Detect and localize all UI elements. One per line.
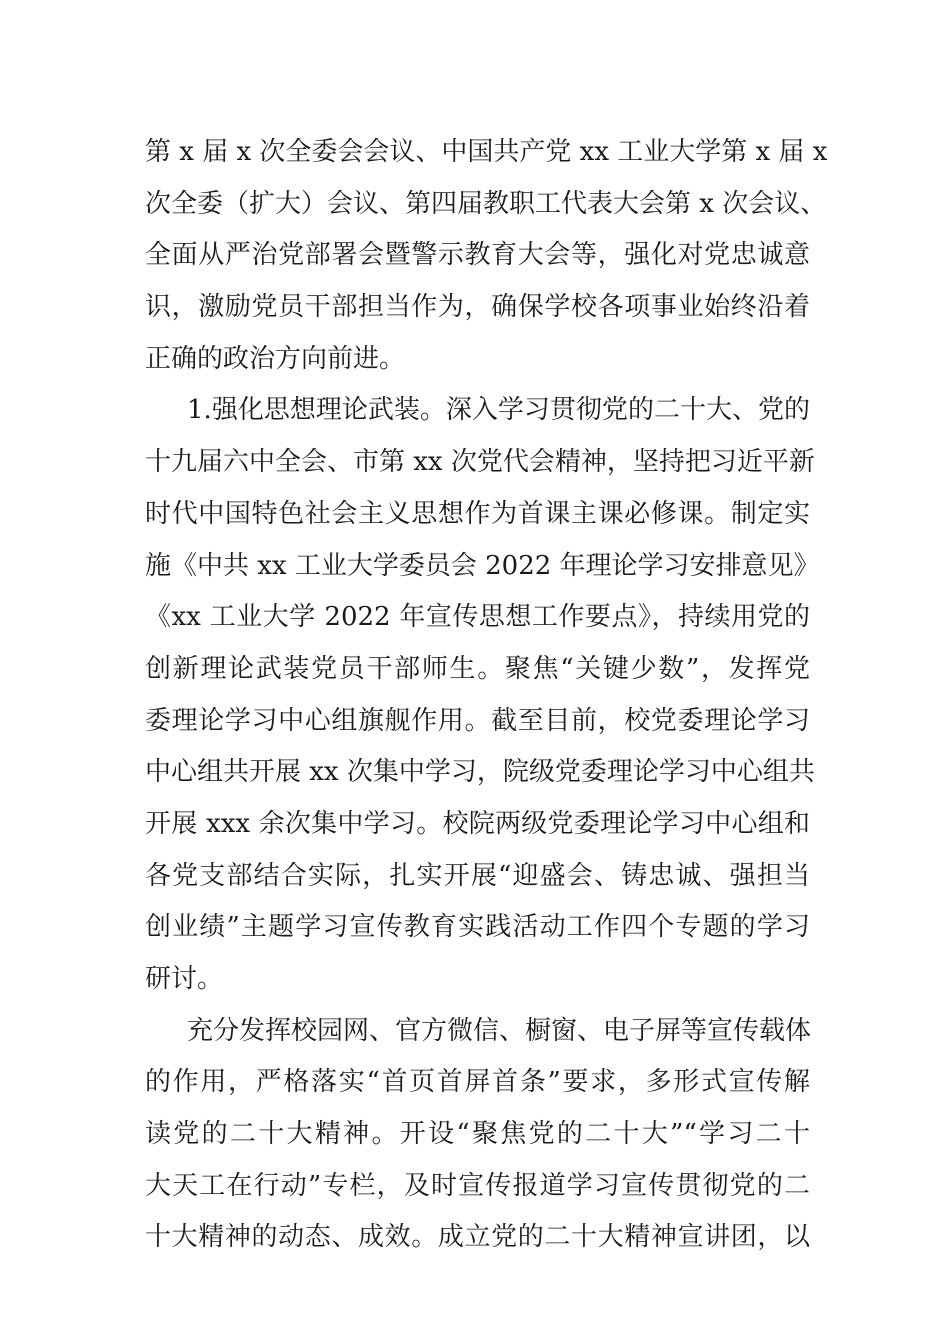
text-line: 全面从严治党部署会暨警示教育大会等，强化对党忠诚意	[145, 240, 810, 271]
text-line: 研讨。	[145, 964, 224, 994]
paragraph-continuation	[145, 127, 828, 385]
text-line: 十九届六中全会、市第 xx 次党代会精神，坚持把习近平新	[145, 447, 815, 478]
text-line: 委理论学习中心组旗舰作用。截至目前，校党委理论学习	[145, 705, 810, 736]
text-line: 施《中共 xx 工业大学委员会 2022 年理论学习安排意见》	[145, 550, 820, 581]
text-line: 次全委（扩大）会议、第四届教职工代表大会第 x 次会议、	[145, 188, 827, 219]
paragraph-theory-armament	[145, 385, 820, 1005]
text-line: 创新理论武装党员干部师生。聚焦“关键少数”，发挥党	[145, 653, 810, 684]
text-line: 开展 xxx 余次集中学习。校院两级党委理论学习中心组和	[145, 808, 810, 839]
document-body	[145, 127, 828, 1264]
text-line: 创业绩”主题学习宣传教育实践活动工作四个专题的学习	[145, 912, 810, 943]
text-line: 《xx 工业大学 2022 年宣传思想工作要点》，持续用党的	[145, 602, 810, 633]
text-line: 各党支部结合实际，扎实开展“迎盛会、铸忠诚、强担当	[145, 860, 810, 891]
text-line: 充分发挥校园网、官方微信、橱窗、电子屏等宣传载体	[187, 1015, 812, 1046]
text-line: 十大精神的动态、成效。成立党的二十大精神宣讲团，以	[145, 1222, 810, 1253]
text-line: 的作用，严格落实“首页首屏首条”要求，多形式宣传解	[145, 1067, 810, 1098]
text-line: 1.强化思想理论武装。深入学习贯彻党的二十大、党的	[187, 395, 810, 426]
text-line: 识，激励党员干部担当作为，确保学校各项事业始终沿着	[145, 292, 810, 323]
text-line: 时代中国特色社会主义思想作为首课主课必修课。制定实	[145, 498, 810, 529]
text-line: 大天工在行动”专栏，及时宣传报道学习宣传贯彻党的二	[145, 1170, 810, 1201]
text-line: 正确的政治方向前进。	[145, 343, 406, 374]
paragraph-publicity	[145, 1006, 810, 1264]
text-line: 第 x 届 x 次全委会会议、中国共产党 xx 工业大学第 x 届 x	[145, 137, 828, 167]
text-line: 中心组共开展 xx 次集中学习，院级党委理论学习中心组共	[145, 757, 815, 788]
text-line: 读党的二十大精神。开设“聚焦党的二十大”“学习二十	[145, 1119, 810, 1150]
